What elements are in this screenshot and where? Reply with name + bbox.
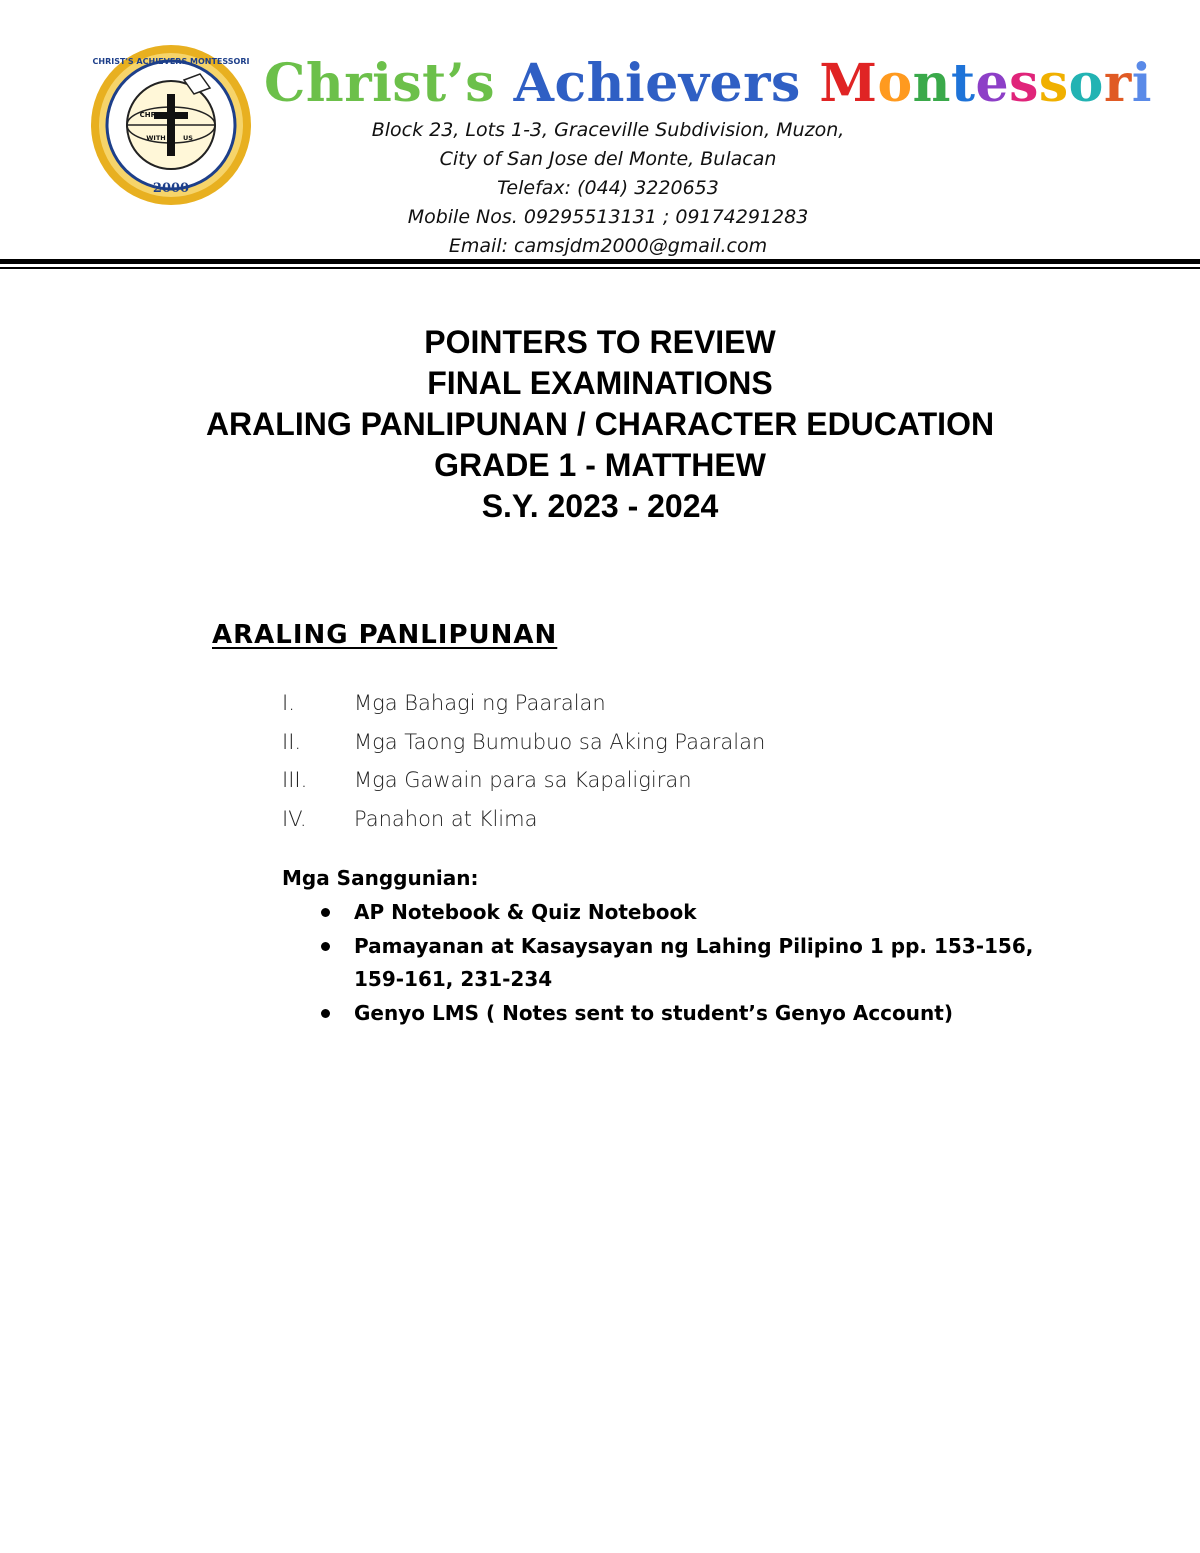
- school-name-letter: e: [975, 53, 1010, 114]
- school-name-letter: s: [1038, 53, 1069, 114]
- school-name-word-2: Achievers: [513, 53, 801, 114]
- school-seal-logo: [88, 42, 254, 208]
- topic-text: Mga Bahagi ng Paaralan: [354, 691, 606, 716]
- title-line-3: ARALING PANLIPUNAN / CHARACTER EDUCATION: [205, 406, 995, 442]
- seal-year: 2000: [152, 181, 190, 196]
- header-divider-thin: [0, 267, 1200, 269]
- topic-number: II.: [282, 729, 302, 754]
- topic-number: I.: [282, 691, 295, 716]
- list-item: [282, 800, 1082, 839]
- seal-center-text-1: CHRIST: [139, 111, 169, 119]
- list-item: [282, 723, 1082, 762]
- list-item: [318, 896, 1048, 929]
- school-name-letter: o: [1068, 53, 1104, 114]
- bullet-icon: [321, 942, 330, 951]
- title-line-5: S.Y. 2023 - 2024: [481, 488, 719, 524]
- list-item: [282, 684, 1082, 723]
- telefax: Telefax: (044) 3220653: [497, 177, 719, 199]
- school-address-block: [300, 116, 916, 261]
- email: Email: camsjdm2000@gmail.com: [448, 235, 768, 257]
- bullet-icon: [321, 908, 330, 917]
- topic-text: Mga Gawain para sa Kapaligiran: [354, 768, 692, 793]
- mobile-numbers: Mobile Nos. 09295513131 ; 09174291283: [407, 206, 809, 228]
- section-heading: ARALING PANLIPUNAN: [212, 620, 558, 650]
- school-name-letter: t: [950, 53, 976, 114]
- school-name-word-3: [819, 53, 1152, 114]
- list-item: [318, 930, 1048, 996]
- title-line-2: FINAL EXAMINATIONS: [427, 365, 773, 401]
- topic-text: Mga Taong Bumubuo sa Aking Paaralan: [354, 729, 766, 754]
- topic-number: III.: [282, 768, 308, 793]
- school-name-word-1: Christ’s: [264, 53, 496, 114]
- references-list: [318, 896, 1048, 1031]
- reference-text: Genyo LMS ( Notes sent to student’s Genyo Account): [354, 1001, 953, 1025]
- school-name-letter: o: [877, 53, 913, 114]
- bullet-icon: [321, 1009, 330, 1018]
- address-line-1: Block 23, Lots 1-3, Graceville Subdivision, Muzon,: [371, 119, 845, 141]
- seal-center-text-3: US: [183, 134, 193, 142]
- school-name-letter: n: [912, 53, 951, 114]
- school-name: [264, 52, 1152, 116]
- title-line-4: GRADE 1 - MATTHEW: [434, 447, 766, 483]
- list-item: [318, 997, 1048, 1030]
- title-line-1: POINTERS TO REVIEW: [424, 324, 776, 360]
- references-label: Mga Sanggunian:: [282, 866, 479, 890]
- list-item: [282, 761, 1082, 800]
- document-title: [100, 322, 1100, 527]
- school-name-letter: s: [1009, 53, 1039, 114]
- topics-list: [282, 684, 1082, 838]
- school-name-letter: M: [819, 53, 878, 114]
- topic-text: Panahon at Klima: [354, 806, 538, 831]
- reference-text: AP Notebook & Quiz Notebook: [354, 900, 697, 924]
- seal-center-text-2: WITH: [146, 134, 166, 142]
- reference-text: Pamayanan at Kasaysayan ng Lahing Pilipino 1 pp. 153-156, 159-161, 231-234: [354, 934, 1034, 991]
- topic-number: IV.: [282, 806, 307, 831]
- school-name-letter: i: [1131, 53, 1152, 114]
- school-name-letter: r: [1103, 53, 1132, 114]
- address-line-2: City of San Jose del Monte, Bulacan: [439, 148, 777, 170]
- header-divider-thick: [0, 259, 1200, 264]
- seal-ring-text: CHRIST'S ACHIEVERS MONTESSORI: [92, 57, 250, 66]
